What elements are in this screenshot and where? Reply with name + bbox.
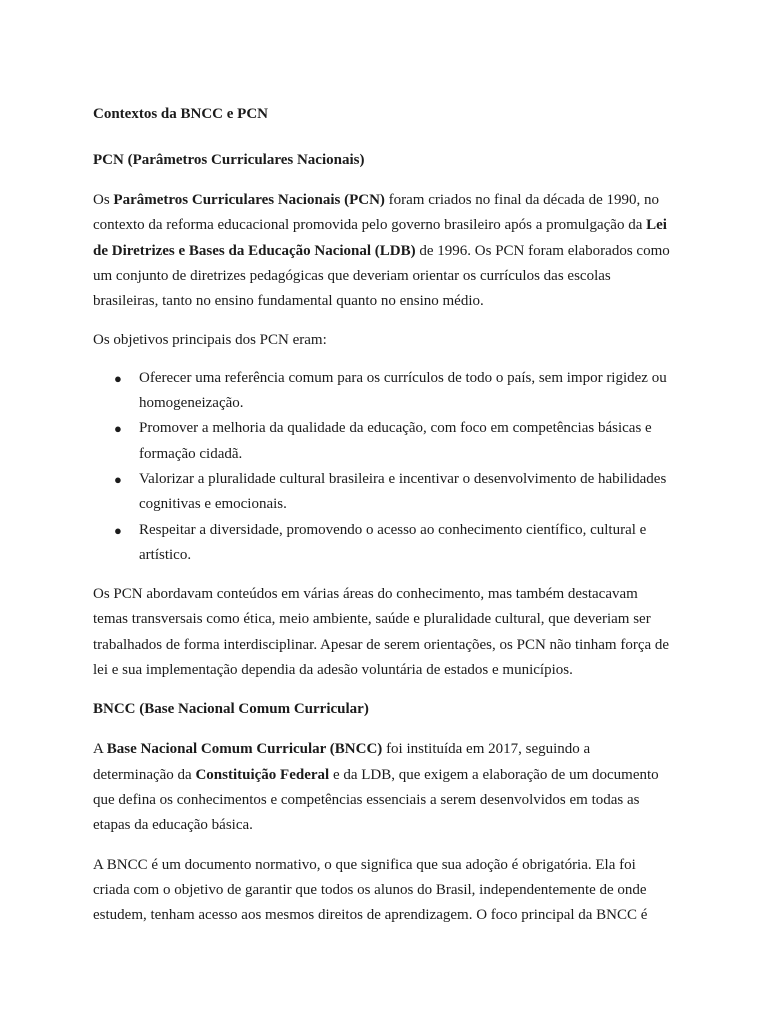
list-item-text: Promover a melhoria da qualidade da educação, com foco em competências básicas e formação cidadã. [139,420,652,462]
bullet-icon: ● [114,370,122,386]
bold-term: Parâmetros Curriculares Nacionais (PCN) [113,192,385,208]
document-title: Contextos da BNCC e PCN [93,106,268,122]
list-item [93,467,673,518]
list-item [93,518,673,569]
bncc-normative-paragraph: A BNCC é um documento normativo, o que significa que sua adoção é obrigatória. Ela foi criada com o objetivo de garantir que todos os alunos do Brasil, independentemente de onde estudem, tenham acesso aos mesmos direitos de aprendizagem. O foco principal da BNCC é [93,856,648,924]
bullet-icon: ● [114,421,122,437]
pcn-objectives-list [93,366,673,568]
bold-term: Constituição Federal [195,766,330,783]
bold-term: Base Nacional Comum Curricular (BNCC) [106,741,383,758]
pcn-intro-paragraph: Os Parâmetros Curriculares Nacionais (PCN) foram criados no final da década de 1990, no contexto da reforma educacional promovida pelo governo brasileiro após a promulgação da Lei de Diretrizes e Bases da Educação Nacional (LDB) de 1996. Os PCN foram elaborados como um conjunto de diretrizes pedagógicas que deveriam orientar os currículos das escolas brasileiras, tanto no ensino fundamental quanto no ensino médio. [93,192,670,310]
document-body [93,104,673,928]
bullet-icon: ● [114,471,122,487]
list-item [93,416,673,467]
pcn-transversal-paragraph: Os PCN abordavam conteúdos em várias áreas do conhecimento, mas também destacavam temas transversais como ética, meio ambiente, saúde e pluralidade cultural, que deveriam ser trabalhados de forma interdisciplinar. Apesar de serem orientações, os PCN não tinham força de lei e sua implementação dependia da adesão voluntária de estados e municípios. [93,586,670,679]
bncc-intro-paragraph: A Base Nacional Comum Curricular (BNCC) foi instituída em 2017, seguindo a determinação da Constituição Federal e da LDB, que exigem a elaboração de um documento que defina os conhecimentos e competências essenciais a serem desenvolvidos em todas as etapas da educação básica. [93,741,659,834]
bncc-section-heading: BNCC (Base Nacional Comum Curricular) [93,701,369,718]
pcn-section-heading: PCN (Parâmetros Curriculares Nacionais) [93,152,365,168]
bold-term: Lei de Diretrizes e Bases da Educação Nacional (LDB) [93,217,667,259]
list-item-text: Valorizar a pluralidade cultural brasileira e incentivar o desenvolvimento de habilidades cognitivas e emocionais. [139,470,667,513]
list-item-text: Respeitar a diversidade, promovendo o acesso ao conhecimento científico, cultural e artístico. [139,521,647,563]
list-item [93,366,673,417]
pcn-objectives-lead: Os objetivos principais dos PCN eram: [93,332,327,349]
bullet-icon: ● [114,522,122,538]
list-item-text: Oferecer uma referência comum para os currículos de todo o país, sem impor rigidez ou homogeneização. [139,369,667,412]
